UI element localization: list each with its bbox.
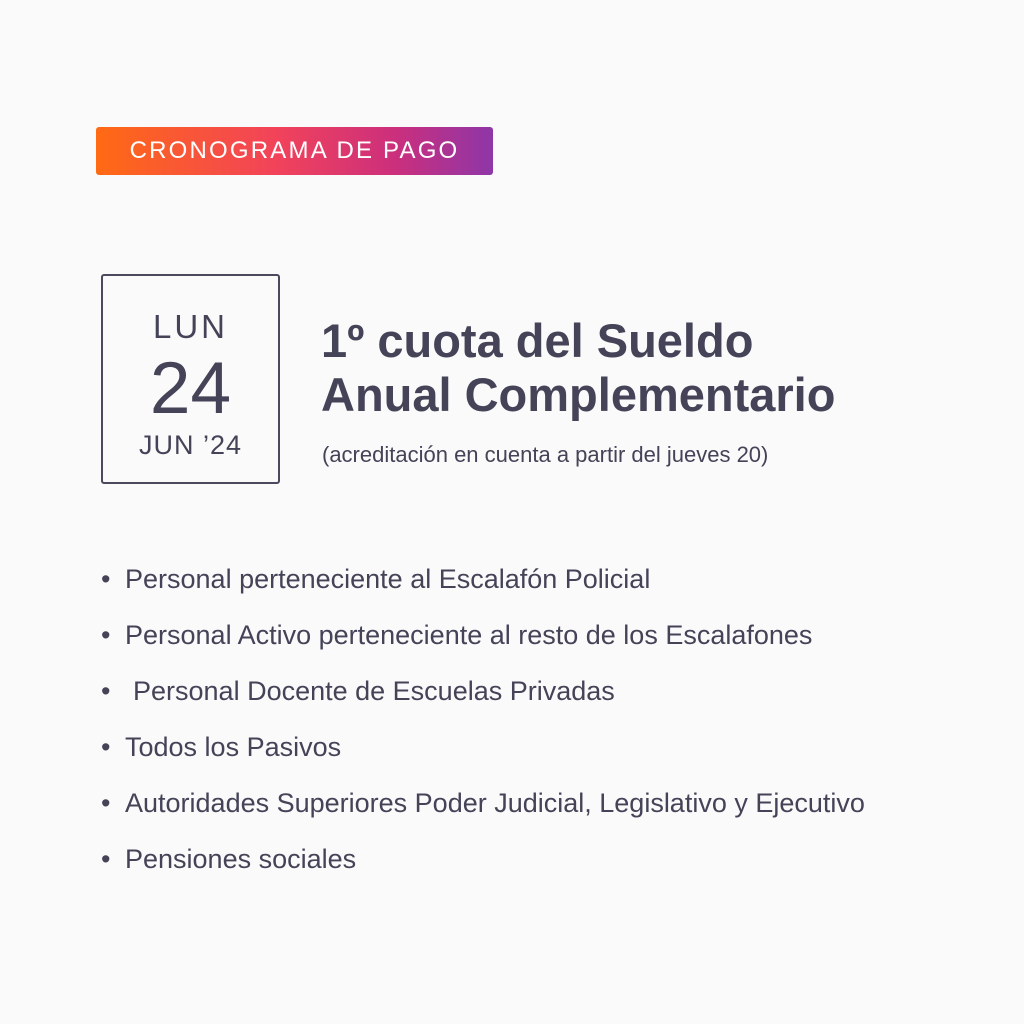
page-title <box>321 314 1001 422</box>
list-item-text: Pensiones sociales <box>125 844 357 874</box>
list-item-text: Personal Docente de Escuelas Privadas <box>133 676 615 706</box>
title-line-2: Anual Complementario <box>321 368 836 421</box>
date-weekday: LUN <box>152 308 229 345</box>
list-item <box>101 560 865 616</box>
list-item-text: Todos los Pasivos <box>125 732 342 762</box>
badge-label: CRONOGRAMA DE PAGO <box>129 137 460 164</box>
title-line-1: 1º cuota del Sueldo <box>321 314 754 367</box>
list-item-text: Autoridades Superiores Poder Judicial, Legislativo y Ejecutivo <box>125 788 865 818</box>
bullet-icon: • <box>101 564 111 594</box>
date-box <box>101 274 280 484</box>
list-item <box>101 672 865 728</box>
bullet-icon: • <box>101 788 111 818</box>
list-item <box>101 840 865 896</box>
bullet-icon: • <box>101 676 111 706</box>
list-item <box>101 616 865 672</box>
list-item <box>101 784 865 840</box>
bullet-icon: • <box>101 844 111 874</box>
list-item-text: Personal Activo perteneciente al resto de los Escalafones <box>125 620 813 650</box>
beneficiary-list <box>101 560 865 896</box>
page-subtitle: (acreditación en cuenta a partir del jueves 20) <box>322 442 769 467</box>
bullet-icon: • <box>101 732 111 762</box>
date-month-year: JUN ’24 <box>138 430 243 460</box>
list-item <box>101 728 865 784</box>
list-item-text: Personal perteneciente al Escalafón Policial <box>125 564 651 594</box>
bullet-icon: • <box>101 620 111 650</box>
date-day-number: 24 <box>149 348 232 429</box>
schedule-badge <box>96 127 493 175</box>
